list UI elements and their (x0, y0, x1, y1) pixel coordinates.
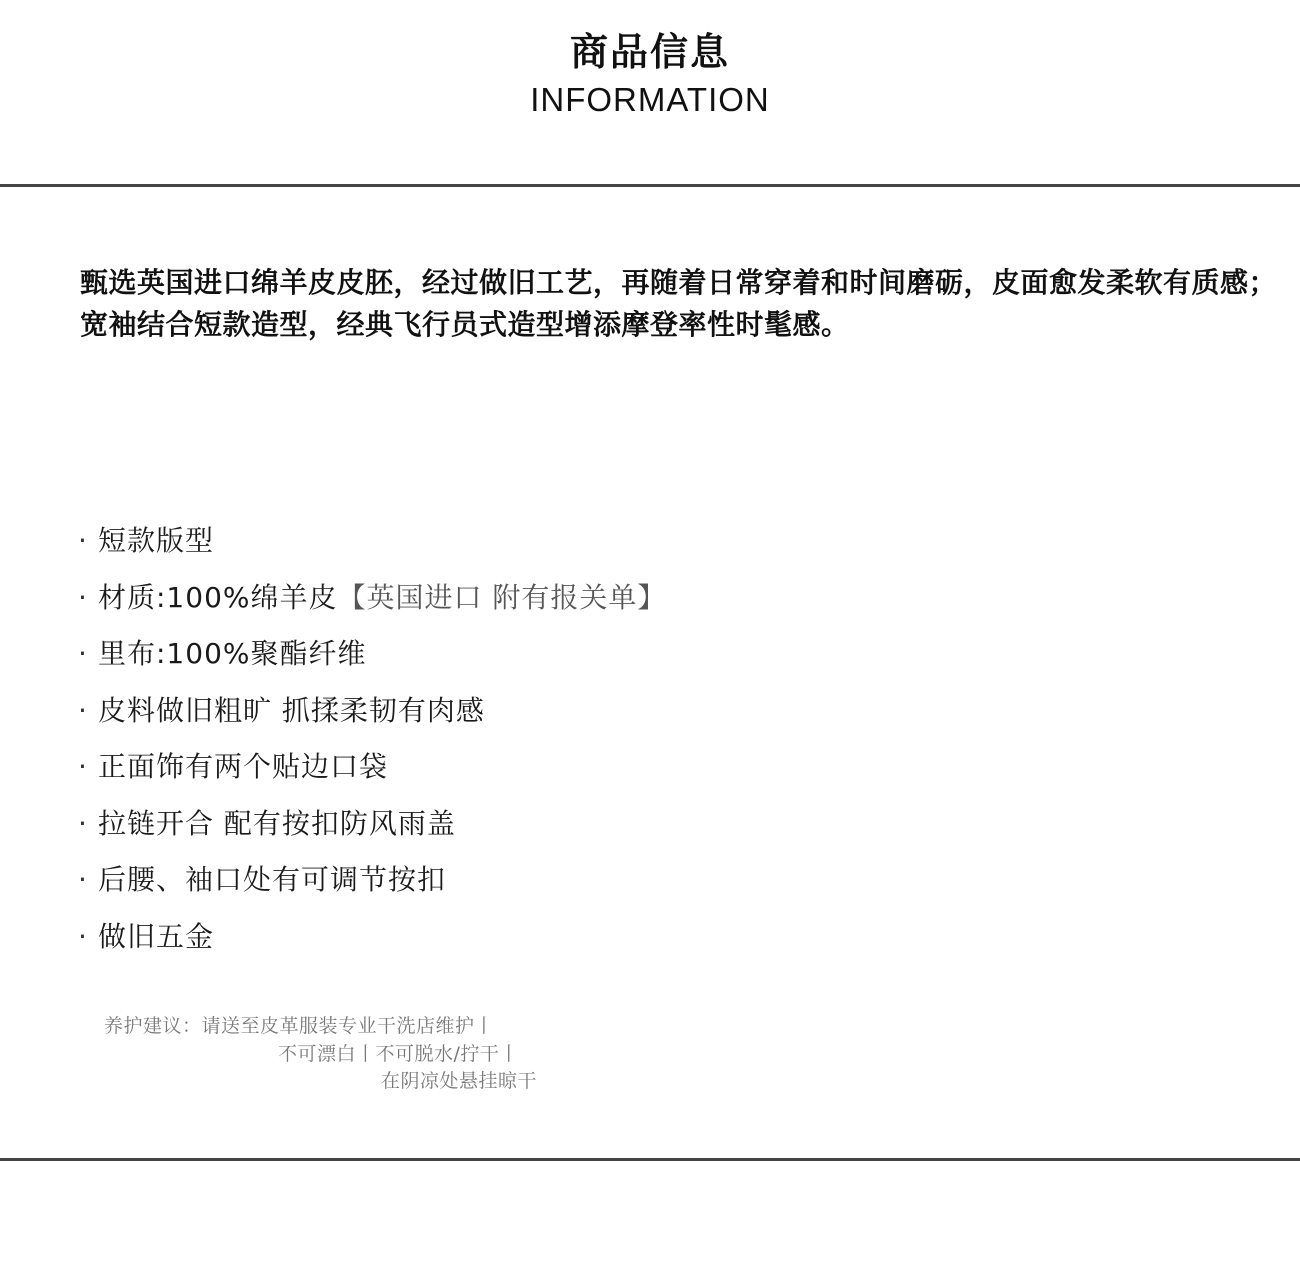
bullet-dot: · (78, 580, 88, 614)
care-line-3: 在阴凉处悬挂晾干 (381, 1070, 538, 1092)
bullet-dot: · (78, 863, 88, 896)
section-title-chinese: 商品信息 (569, 30, 730, 74)
feature-text: 做旧五金 (98, 919, 215, 953)
feature-item-pockets (78, 744, 666, 801)
bottom-divider (0, 1158, 1300, 1161)
section-title-english: INFORMATION (530, 81, 770, 118)
feature-list (78, 518, 666, 970)
feature-text: 里布:100%聚酯纤维 (98, 637, 367, 670)
feature-item-adjustable (78, 857, 666, 914)
section-header (0, 26, 1300, 120)
care-line-1: 养护建议：请送至皮革服装专业干洗店维护丨 (104, 1015, 495, 1037)
feature-note: 【英国进口 附有报关单】 (337, 580, 667, 614)
feature-item-hardware (78, 914, 666, 971)
feature-text: 正面饰有两个贴边口袋 (98, 750, 389, 783)
bullet-dot: · (78, 919, 88, 953)
feature-item-leather-finish (78, 688, 666, 745)
feature-item-lining (78, 631, 666, 688)
bullet-dot: · (78, 693, 88, 727)
bullet-dot: · (78, 750, 88, 783)
feature-text: 拉链开合 配有按扣防风雨盖 (98, 806, 456, 840)
bullet-dot: · (78, 637, 88, 670)
bullet-dot: · (78, 806, 88, 840)
feature-item-material (78, 575, 666, 632)
care-line-2: 不可漂白丨不可脱水/拧干丨 (278, 1042, 519, 1065)
feature-item-cut (78, 518, 666, 575)
bullet-dot: · (78, 524, 88, 557)
product-description: 甄选英国进口绵羊皮皮胚，经过做旧工艺，再随着日常穿着和时间磨砺，皮面愈发柔软有质感；宽袖结合短款造型，经典飞行员式造型增添摩登率性时髦感。 (80, 266, 1278, 341)
feature-text: 短款版型 (98, 524, 215, 557)
feature-item-closure (78, 801, 666, 858)
top-divider (0, 184, 1300, 187)
feature-text: 材质:100%绵羊皮 (98, 580, 338, 614)
feature-text: 后腰、袖口处有可调节按扣 (98, 863, 447, 896)
feature-text: 皮料做旧粗旷 抓揉柔韧有肉感 (98, 693, 485, 727)
